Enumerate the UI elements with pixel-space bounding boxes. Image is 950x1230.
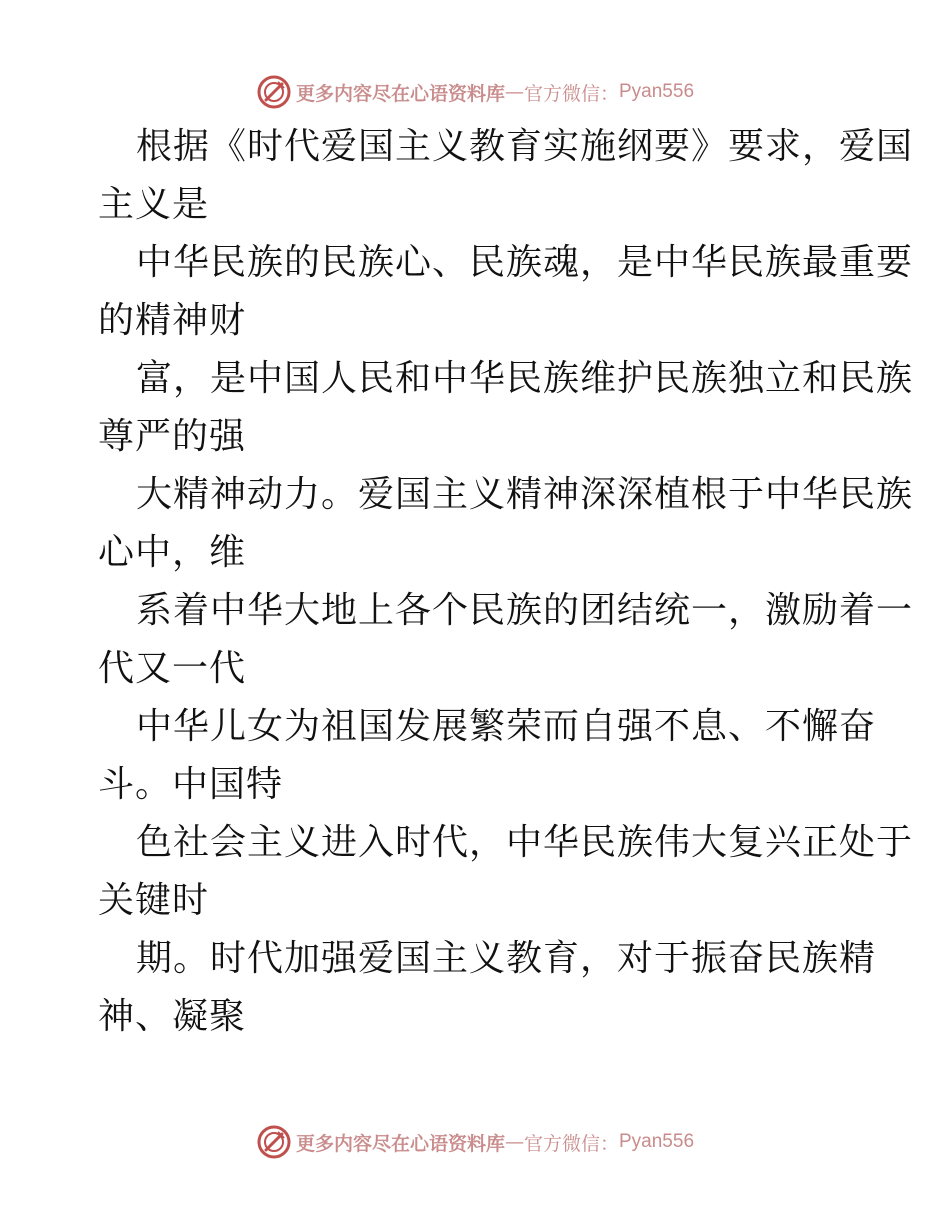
body-line: 富，是中国人民和中华民族维护民族独立和民族 [136, 358, 914, 399]
body-line: 心中，维 [98, 532, 247, 573]
body-line: 斗。中国特 [98, 764, 284, 805]
body-line: 系着中华大地上各个民族的团结统一，激励着一 [136, 590, 914, 631]
document-body [98, 118, 914, 1046]
body-line: 中华民族的民族心、民族魂，是中华民族最重要 [136, 242, 914, 283]
footer-dash: — [504, 1131, 524, 1153]
header-site-text: 更多内容尽在心语资料库 [295, 82, 505, 105]
body-line: 神、凝聚 [98, 996, 247, 1037]
logo-seal-icon [256, 1124, 292, 1160]
header-wechat-id: Pyan556 [619, 81, 695, 102]
footer-wechat-id: Pyan556 [619, 1131, 695, 1152]
body-line: 中华儿女为祖国发展繁荣而自强不息、不懈奋 [136, 706, 877, 747]
header-banner [0, 72, 950, 112]
header-dash: — [504, 81, 524, 103]
body-line: 大精神动力。爱国主义精神深深植根于中华民族 [136, 474, 914, 515]
header-wechat-label: 官方微信： [523, 82, 619, 105]
body-line: 根据《时代爱国主义教育实施纲要》要求，爱国 [136, 126, 914, 167]
body-line: 关键时 [98, 880, 210, 921]
body-line: 代又一代 [98, 648, 247, 689]
footer-wechat-label: 官方微信： [523, 1132, 619, 1155]
footer-site-text: 更多内容尽在心语资料库 [295, 1132, 505, 1155]
body-line: 主义是 [98, 184, 210, 225]
logo-seal-icon [256, 74, 292, 110]
footer-banner [0, 1122, 950, 1162]
body-line: 色社会主义进入时代，中华民族伟大复兴正处于 [136, 822, 914, 863]
body-line: 期。时代加强爱国主义教育，对于振奋民族精 [136, 938, 877, 979]
body-line: 尊严的强 [98, 416, 247, 457]
body-line: 的精神财 [98, 300, 247, 341]
